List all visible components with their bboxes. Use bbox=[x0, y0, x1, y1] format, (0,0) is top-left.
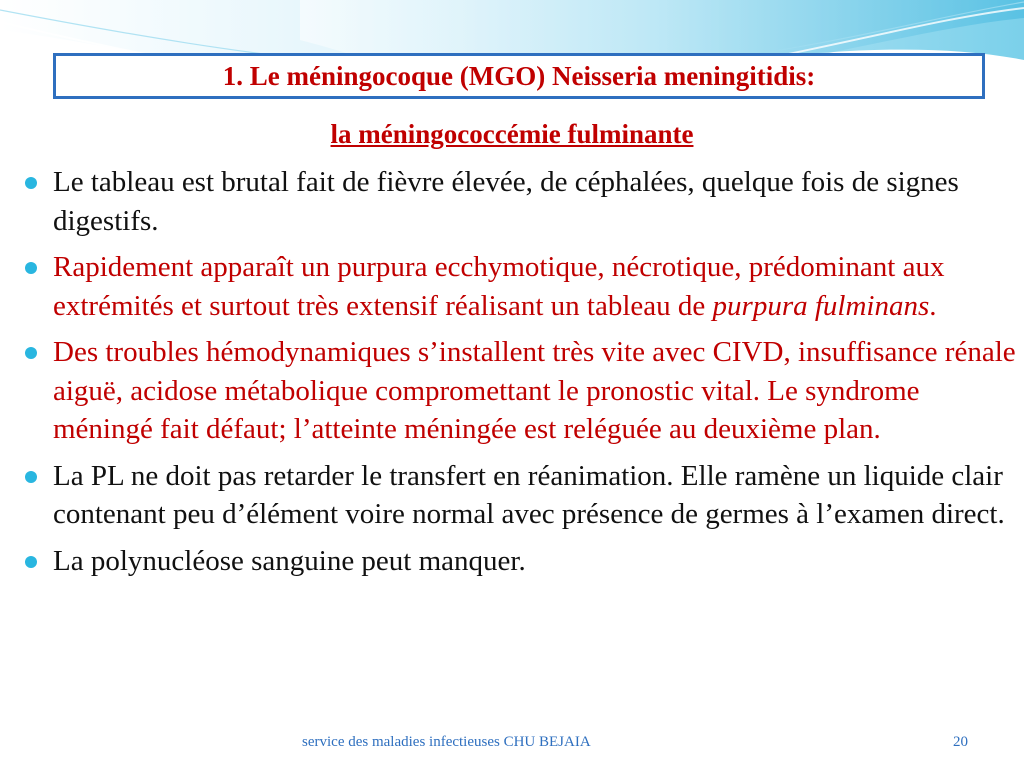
slide-subtitle: la méningococcémie fulminante bbox=[330, 119, 694, 149]
bullet-list bbox=[22, 163, 1017, 588]
title-box bbox=[53, 53, 985, 99]
bullet-text-italic: purpura fulminans bbox=[712, 289, 930, 322]
bullet-item bbox=[22, 163, 1017, 240]
bullet-text: Des troubles hémodynamiques s’installent très vite avec CIVD, insuffisance rénale aiguë, acidose métabolique compromettant le pronostic vital. Le syndrome méningé fait défaut; l’atteinte méningée est reléguée au deuxième plan. bbox=[53, 336, 1016, 445]
bullet-item bbox=[22, 333, 1017, 449]
bullet-item bbox=[22, 248, 1017, 325]
bullet-marker-icon bbox=[25, 556, 37, 568]
bullet-marker-icon bbox=[25, 262, 37, 274]
bullet-text: La polynucléose sanguine peut manquer. bbox=[53, 544, 526, 577]
footer-text: service des maladies infectieuses CHU BEJAIA bbox=[302, 734, 591, 750]
bullet-item bbox=[22, 542, 1017, 581]
bullet-marker-icon bbox=[25, 177, 37, 189]
bullet-marker-icon bbox=[25, 347, 37, 359]
bullet-text: Le tableau est brutal fait de fièvre élevée, de céphalées, quelque fois de signes digestifs. bbox=[53, 166, 959, 237]
slide-title: 1. Le méningocoque (MGO) Neisseria meningitidis: bbox=[222, 60, 816, 91]
page-number: 20 bbox=[953, 734, 968, 750]
bullet-marker-icon bbox=[25, 471, 37, 483]
bullet-text-end: . bbox=[929, 289, 937, 322]
bullet-text: La PL ne doit pas retarder le transfert en réanimation. Elle ramène un liquide clair contenant peu d’élément voire normal avec présence de germes à l’examen direct. bbox=[53, 459, 1005, 530]
bullet-item bbox=[22, 457, 1017, 534]
bullet-text: Rapidement apparaît un purpura ecchymotique, nécrotique, prédominant aux extrémités et surtout très extensif réalisant un tableau de bbox=[53, 251, 945, 322]
